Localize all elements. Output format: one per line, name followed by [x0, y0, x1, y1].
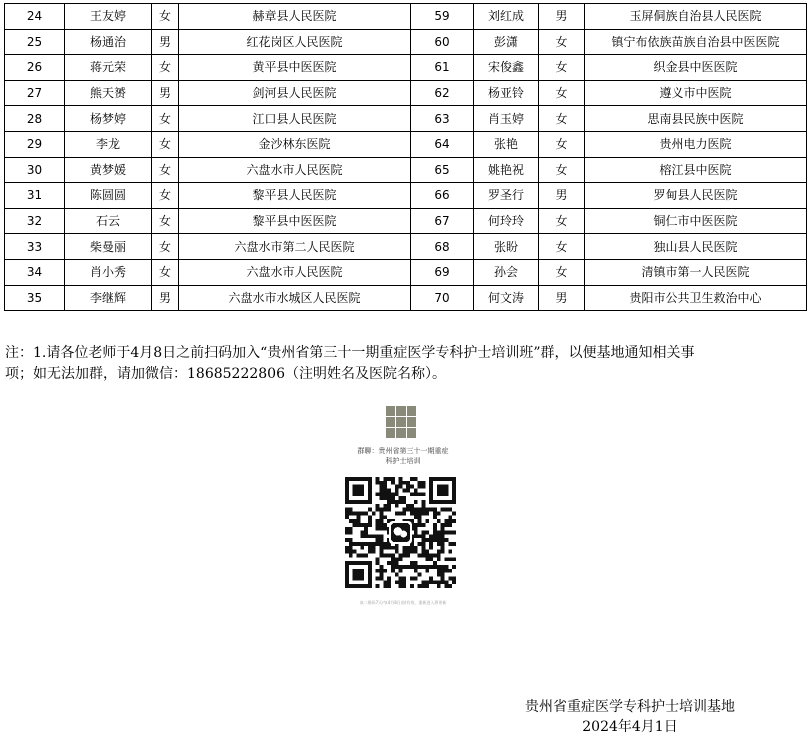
notice-text — [5, 343, 805, 385]
cell-left-no: 24 — [5, 4, 65, 30]
cell-right-gender: 男 — [539, 285, 585, 311]
table-row — [5, 183, 807, 209]
cell-right-hospital: 织金县中医医院 — [585, 55, 807, 81]
cell-left-gender: 女 — [152, 55, 179, 81]
cell-right-no: 60 — [411, 29, 474, 55]
cell-left-hospital: 剑河县人民医院 — [179, 80, 411, 106]
cell-right-name: 罗圣行 — [474, 183, 539, 209]
cell-right-name: 肖玉婷 — [474, 106, 539, 132]
cell-left-gender: 男 — [152, 285, 179, 311]
cell-right-hospital: 镇宁布依族苗族自治县中医医院 — [585, 29, 807, 55]
cell-left-no: 31 — [5, 183, 65, 209]
cell-left-no: 34 — [5, 259, 65, 285]
cell-left-name: 杨通治 — [65, 29, 152, 55]
qr-footer-text: 该二维码7天内(4月8日前)有效，重新进入将更新 — [359, 600, 447, 605]
cell-left-gender: 女 — [152, 4, 179, 30]
cell-left-gender: 女 — [152, 183, 179, 209]
cell-right-gender: 女 — [539, 208, 585, 234]
cell-right-gender: 女 — [539, 29, 585, 55]
cell-left-no: 30 — [5, 157, 65, 183]
cell-right-hospital: 遵义市中医院 — [585, 80, 807, 106]
cell-left-hospital: 六盘水市水城区人民医院 — [179, 285, 411, 311]
cell-right-gender: 女 — [539, 106, 585, 132]
cell-left-gender: 男 — [152, 29, 179, 55]
cell-right-name: 孙会 — [474, 259, 539, 285]
cell-right-no: 59 — [411, 4, 474, 30]
cell-right-name: 张盼 — [474, 234, 539, 260]
cell-left-no: 25 — [5, 29, 65, 55]
cell-left-no: 27 — [5, 80, 65, 106]
cell-left-no: 29 — [5, 131, 65, 157]
qr-caption-line-2: 科护士培训 — [385, 457, 421, 465]
cell-left-hospital: 黎平县人民医院 — [179, 183, 411, 209]
cell-left-gender: 女 — [152, 234, 179, 260]
cell-right-hospital: 独山县人民医院 — [585, 234, 807, 260]
cell-left-hospital: 六盘水市人民医院 — [179, 157, 411, 183]
cell-right-hospital: 玉屏侗族自治县人民医院 — [585, 4, 807, 30]
cell-left-gender: 女 — [152, 131, 179, 157]
table-row — [5, 4, 807, 30]
cell-right-no: 65 — [411, 157, 474, 183]
cell-right-no: 68 — [411, 234, 474, 260]
cell-right-gender: 女 — [539, 131, 585, 157]
table-row — [5, 131, 807, 157]
table-row — [5, 55, 807, 81]
cell-right-no: 70 — [411, 285, 474, 311]
cell-left-name: 李龙 — [65, 131, 152, 157]
qr-code-icon[interactable] — [345, 477, 456, 588]
cell-left-name: 陈圆圆 — [65, 183, 152, 209]
cell-left-hospital: 黎平县中医医院 — [179, 208, 411, 234]
group-qr-card — [333, 406, 473, 618]
cell-right-gender: 女 — [539, 259, 585, 285]
cell-right-no: 62 — [411, 80, 474, 106]
cell-left-name: 肖小秀 — [65, 259, 152, 285]
cell-left-hospital: 赫章县人民医院 — [179, 4, 411, 30]
cell-right-no: 63 — [411, 106, 474, 132]
cell-left-no: 26 — [5, 55, 65, 81]
cell-right-no: 69 — [411, 259, 474, 285]
table-row — [5, 234, 807, 260]
cell-left-hospital: 六盘水市第二人民医院 — [179, 234, 411, 260]
table-row — [5, 80, 807, 106]
cell-right-hospital: 贵州电力医院 — [585, 131, 807, 157]
cell-left-gender: 男 — [152, 80, 179, 106]
qr-caption-line-1: 群聊：贵州省第三十一期重症 — [357, 447, 449, 455]
cell-left-hospital: 黄平县中医医院 — [179, 55, 411, 81]
group-avatar-icon — [386, 406, 416, 438]
cell-left-name: 黄梦媛 — [65, 157, 152, 183]
cell-left-name: 蒋元荣 — [65, 55, 152, 81]
cell-right-no: 67 — [411, 208, 474, 234]
cell-right-gender: 男 — [539, 183, 585, 209]
cell-left-name: 王友婷 — [65, 4, 152, 30]
cell-right-no: 64 — [411, 131, 474, 157]
cell-right-gender: 男 — [539, 4, 585, 30]
cell-right-hospital: 罗甸县人民医院 — [585, 183, 807, 209]
table-row — [5, 106, 807, 132]
table-row — [5, 29, 807, 55]
cell-left-name: 杨梦婷 — [65, 106, 152, 132]
cell-right-hospital: 思南县民族中医院 — [585, 106, 807, 132]
cell-right-no: 66 — [411, 183, 474, 209]
cell-left-gender: 女 — [152, 259, 179, 285]
cell-left-no: 32 — [5, 208, 65, 234]
cell-right-name: 张艳 — [474, 131, 539, 157]
cell-right-gender: 女 — [539, 157, 585, 183]
notice-line-2: 项；如无法加群，请加微信：18685222806（注明姓名及医院名称）。 — [5, 366, 446, 382]
participant-table — [4, 3, 807, 311]
cell-right-name: 何玲玲 — [474, 208, 539, 234]
cell-left-gender: 女 — [152, 157, 179, 183]
table-row — [5, 157, 807, 183]
cell-left-name: 熊天赟 — [65, 80, 152, 106]
signature-org: 贵州省重症医学专科护士培训基地 — [525, 699, 735, 715]
cell-left-hospital: 江口县人民医院 — [179, 106, 411, 132]
cell-right-gender: 女 — [539, 55, 585, 81]
table-row — [5, 285, 807, 311]
cell-right-gender: 女 — [539, 80, 585, 106]
cell-left-no: 33 — [5, 234, 65, 260]
cell-right-name: 何文涛 — [474, 285, 539, 311]
cell-right-hospital: 清镇市第一人民医院 — [585, 259, 807, 285]
cell-left-hospital: 金沙林东医院 — [179, 131, 411, 157]
cell-left-name: 柴曼丽 — [65, 234, 152, 260]
cell-left-no: 35 — [5, 285, 65, 311]
cell-right-name: 彭潇 — [474, 29, 539, 55]
cell-right-name: 刘红成 — [474, 4, 539, 30]
cell-right-gender: 女 — [539, 234, 585, 260]
cell-left-name: 李继辉 — [65, 285, 152, 311]
notice-line-1: 注：1.请各位老师于4月8日之前扫码加入“贵州省第三十一期重症医学专科护士培训班”群，以便基地通知相关事 — [5, 345, 695, 361]
cell-left-gender: 女 — [152, 106, 179, 132]
cell-right-hospital: 贵阳市公共卫生救治中心 — [585, 285, 807, 311]
cell-right-name: 宋俊鑫 — [474, 55, 539, 81]
cell-left-hospital: 红花岗区人民医院 — [179, 29, 411, 55]
qr-caption — [333, 446, 473, 466]
signature-block — [505, 697, 755, 737]
cell-left-no: 28 — [5, 106, 65, 132]
table-row — [5, 208, 807, 234]
table-row — [5, 259, 807, 285]
cell-right-no: 61 — [411, 55, 474, 81]
cell-right-hospital: 铜仁市中医医院 — [585, 208, 807, 234]
cell-left-name: 石云 — [65, 208, 152, 234]
cell-left-gender: 女 — [152, 208, 179, 234]
cell-right-name: 姚艳祝 — [474, 157, 539, 183]
signature-date: 2024年4月1日 — [582, 719, 678, 735]
cell-right-name: 杨亚铃 — [474, 80, 539, 106]
cell-left-hospital: 六盘水市人民医院 — [179, 259, 411, 285]
cell-right-hospital: 榕江县中医院 — [585, 157, 807, 183]
